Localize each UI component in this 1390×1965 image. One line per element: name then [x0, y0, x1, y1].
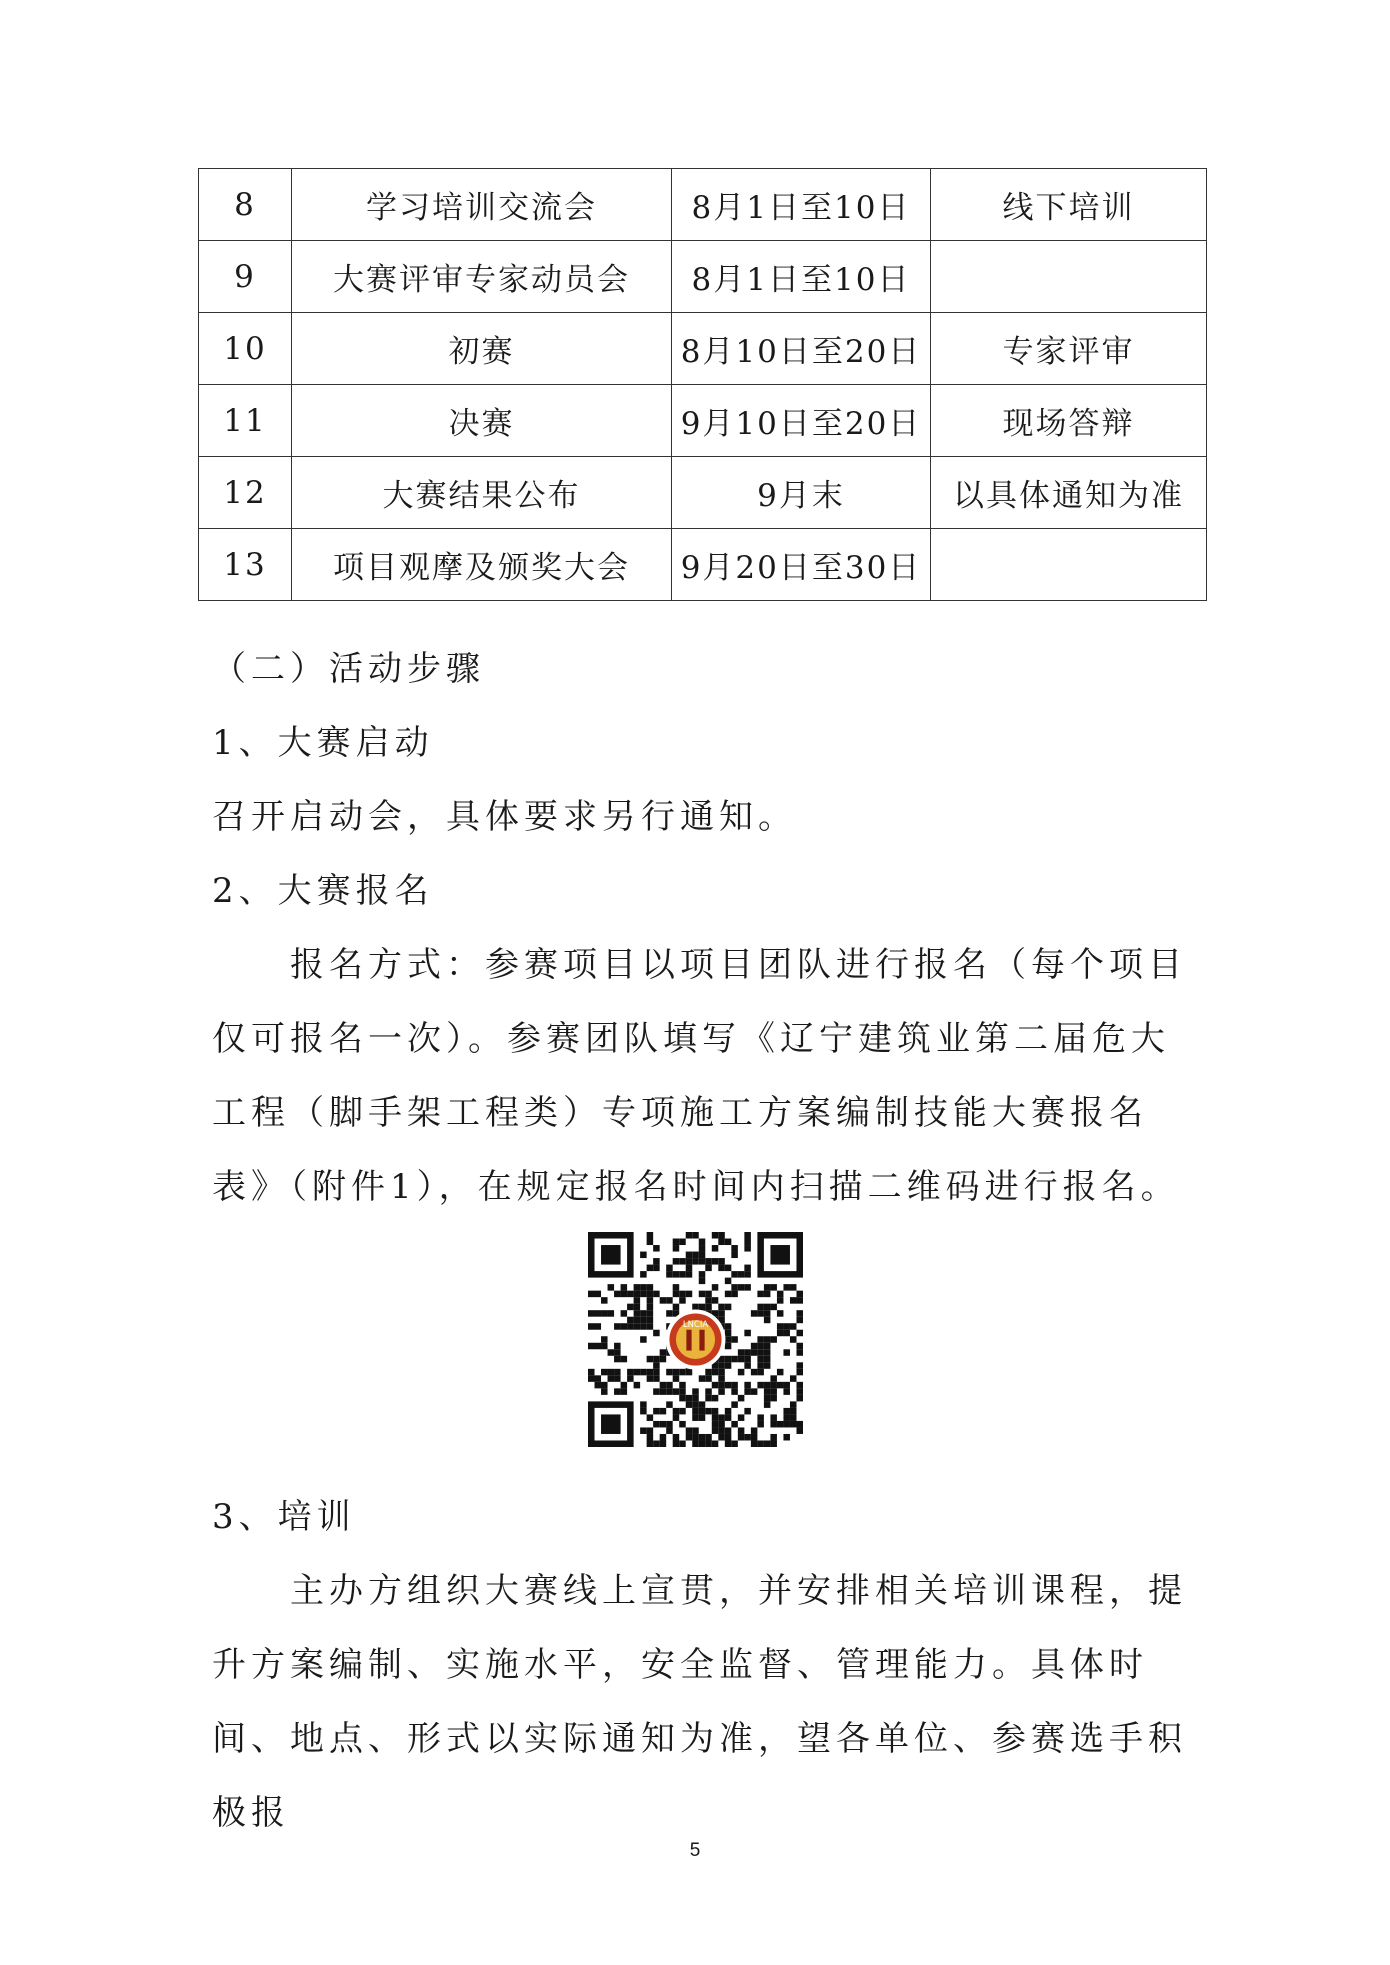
row-item: 大赛结果公布 — [292, 457, 672, 529]
row-item: 大赛评审专家动员会 — [292, 241, 672, 313]
step1-title: 1、大赛启动 — [212, 723, 434, 763]
row-note: 以具体通知为准 — [931, 457, 1207, 529]
row-time: 8月10日至20日 — [672, 313, 931, 385]
row-note — [931, 529, 1207, 601]
table-row — [199, 169, 1207, 241]
table-row — [199, 241, 1207, 313]
row-note — [931, 241, 1207, 313]
schedule-body — [199, 169, 1207, 601]
row-number: 9 — [199, 241, 292, 313]
table-row — [199, 385, 1207, 457]
row-note: 线下培训 — [931, 169, 1207, 241]
page-number: 5 — [689, 1840, 701, 1861]
section-heading: （二）活动步骤 — [212, 649, 485, 689]
step1-body: 召开启动会，具体要求另行通知。 — [212, 797, 797, 837]
row-note: 现场答辩 — [931, 385, 1207, 457]
step3-body: 主办方组织大赛线上宣贯，并安排相关培训课程，提升方案编制、实施水平，安全监督、管理能力。具体时间、地点、形式以实际通知为准，望各单位、参赛选手积极报 — [212, 1571, 1187, 1833]
row-item: 学习培训交流会 — [292, 169, 672, 241]
row-number: 10 — [199, 313, 292, 385]
registration-qr-code — [588, 1232, 803, 1447]
step2-body: 报名方式：参赛项目以项目团队进行报名（每个项目仅可报名一次）。参赛团队填写《辽宁建筑业第二届危大工程（脚手架工程类）专项施工方案编制技能大赛报名表》（附件1），在规定报名时间内扫描二维码进行报名。 — [212, 945, 1187, 1207]
row-number: 8 — [199, 169, 292, 241]
step3-title: 3、培训 — [212, 1497, 356, 1537]
row-time: 9月10日至20日 — [672, 385, 931, 457]
row-time: 9月20日至30日 — [672, 529, 931, 601]
row-time: 8月1日至10日 — [672, 169, 931, 241]
step2-title: 2、大赛报名 — [212, 871, 434, 911]
table-row — [199, 457, 1207, 529]
row-number: 13 — [199, 529, 292, 601]
table-row — [199, 313, 1207, 385]
row-item: 决赛 — [292, 385, 672, 457]
row-note: 专家评审 — [931, 313, 1207, 385]
qr-logo-text: LNCIA — [682, 1319, 709, 1330]
table-row — [199, 529, 1207, 601]
row-time: 8月1日至10日 — [672, 241, 931, 313]
row-time: 9月末 — [672, 457, 931, 529]
row-item: 初赛 — [292, 313, 672, 385]
row-item: 项目观摩及颁奖大会 — [292, 529, 672, 601]
row-number: 12 — [199, 457, 292, 529]
schedule-table — [198, 168, 1207, 601]
row-number: 11 — [199, 385, 292, 457]
